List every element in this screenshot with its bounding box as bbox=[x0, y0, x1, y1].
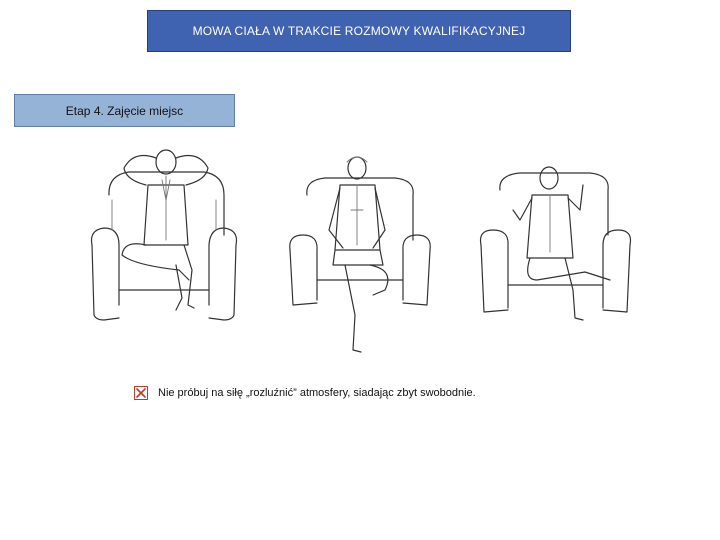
tip-row bbox=[134, 384, 476, 402]
stage-label-box bbox=[14, 94, 235, 127]
cross-box-icon bbox=[134, 386, 148, 400]
tip-text: Nie próbuj na siłę „rozluźnić” atmosfery, siadając zbyt swobodnie. bbox=[158, 387, 476, 399]
stage-label: Etap 4. Zajęcie miejsc bbox=[65, 103, 184, 118]
illustration-woman-gesturing bbox=[475, 140, 640, 340]
illustration-woman-upright bbox=[285, 140, 435, 360]
illustration-man-armchair bbox=[84, 140, 244, 335]
slide-title-banner bbox=[147, 10, 571, 52]
slide-title: MOWA CIAŁA W TRAKCIE ROZMOWY KWALIFIKACYJNEJ bbox=[192, 24, 526, 38]
